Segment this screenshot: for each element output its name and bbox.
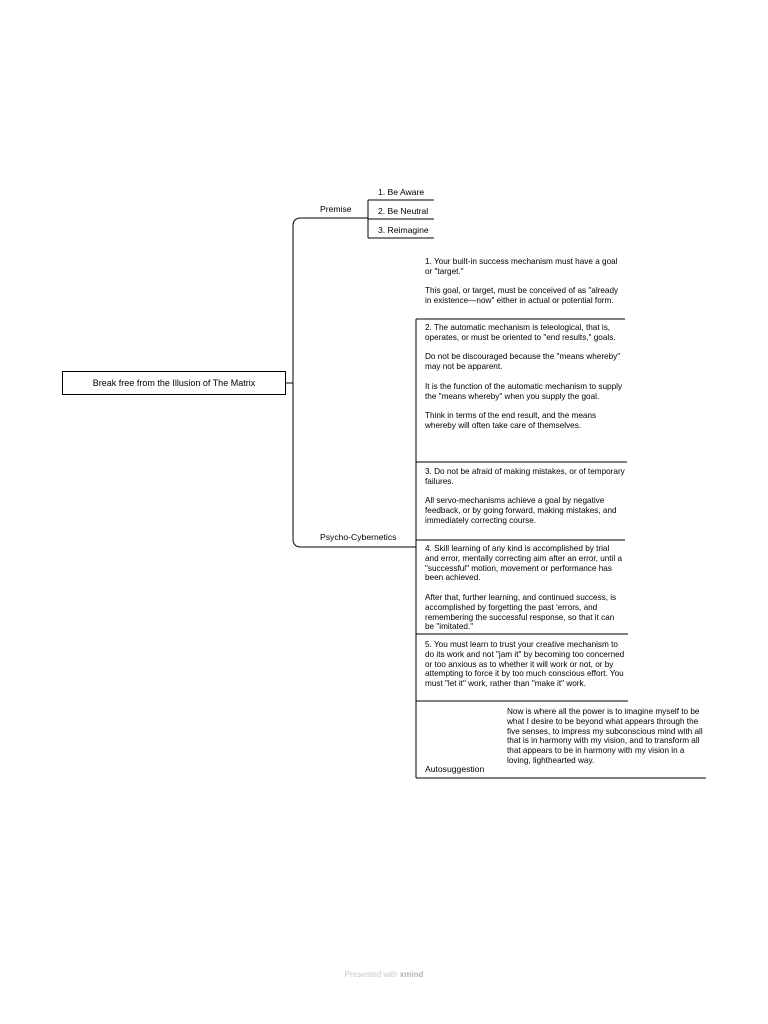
psycho-cybernetics-label: Psycho-Cybernetics xyxy=(320,532,397,542)
premise-item-3-label: 3. Reimagine xyxy=(378,225,429,235)
psycho-topic-2[interactable]: 2. The automatic mechanism is teleological, that is, operates, or must be oriented to "end results," goals. Do not be discouraged because the "means whereby" may not be apparent. It is the function of the automatic mechanism to supply the "means whereby" when you supply the goal. Think in terms of the end result, and the means whereby will often take care of themselves. xyxy=(425,323,623,430)
premise-item-1[interactable] xyxy=(378,187,424,197)
autosuggestion-text[interactable]: Now is where all the power is to imagine myself to be what I desire to be beyond what appears through the five senses, to impress my subconscious mind with all that is in harmony with my vision, and to transform all that appears to be in harmony with my vision in a loving, lighthearted way. xyxy=(507,707,703,765)
psycho-topic-5[interactable]: 5. You must learn to trust your creative mechanism to do its work and not "jam it" by becoming too concerned or too anxious as to whether it will work or not, or by attempting to force it by too much conscious effort. You must "let it" work, rather than "make it" work. xyxy=(425,640,625,689)
premise-branch[interactable] xyxy=(320,204,352,214)
root-topic[interactable] xyxy=(62,371,286,395)
premise-item-2-label: 2. Be Neutral xyxy=(378,206,429,216)
footer-prefix: Presented with xyxy=(344,970,400,979)
xmind-brand: xmind xyxy=(399,970,424,979)
psycho-cybernetics-branch[interactable] xyxy=(320,532,396,542)
autosuggestion-branch[interactable] xyxy=(425,764,484,774)
premise-item-3[interactable] xyxy=(378,225,429,235)
premise-label: Premise xyxy=(320,204,352,214)
autosuggestion-label: Autosuggestion xyxy=(425,764,485,774)
premise-item-2[interactable] xyxy=(378,206,428,216)
main-spine xyxy=(293,218,301,547)
psycho-topic-1[interactable]: 1. Your built-in success mechanism must have a goal or "target." This goal, or target, must be conceived of as "already in existence—now" either in actual or potential form. xyxy=(425,257,619,306)
premise-item-1-label: 1. Be Aware xyxy=(378,187,425,197)
psycho-topic-3[interactable]: 3. Do not be afraid of making mistakes, or of temporary failures. All servo-mechanisms achieve a goal by negative feedback, or by going forward, making mistakes, and immediately correcting course. xyxy=(425,467,625,525)
psycho-topic-4[interactable]: 4. Skill learning of any kind is accomplished by trial and error, mentally correcting aim after an error, until a "successful" motion, movement or performance has been achieved. After that, further learning, and continued success, is accomplished by forgetting the past 'errors, and remembering the successful response, so that it can be "imitated." xyxy=(425,544,623,632)
root-topic-label: Break free from the Illusion of The Matrix xyxy=(92,378,256,388)
footer xyxy=(0,970,768,979)
